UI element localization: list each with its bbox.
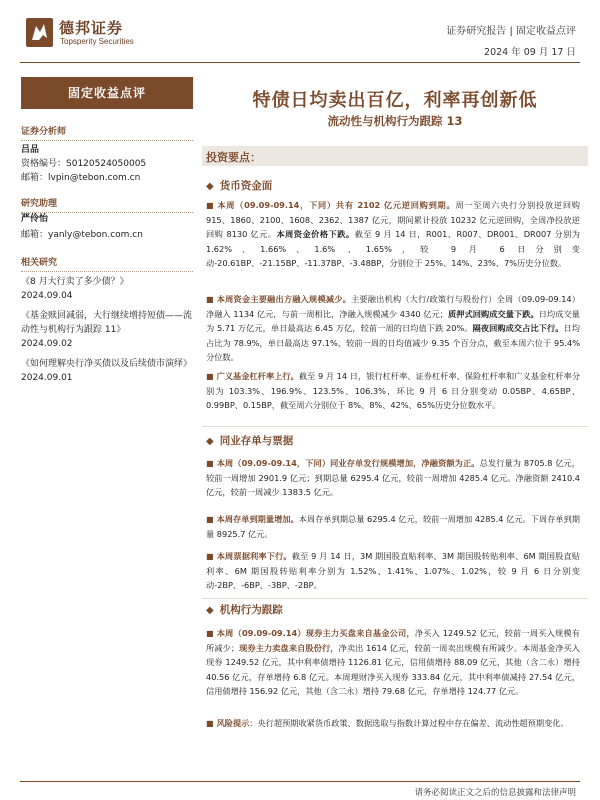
section-divider: [202, 426, 588, 427]
related-title: 《如何理解央行净买债以及后续债市演绎》: [21, 359, 193, 369]
report-date: 2024 年 09 月 17 日: [484, 47, 576, 58]
section-heading: ◆ 机构行为跟踪: [206, 604, 283, 616]
summary-label: 投资要点：: [206, 151, 261, 164]
paragraph: ■ 本周（09.09-09.14，下同）同业存单发行规模增加，净融资额为正。总发行量为 8705.8 亿元，较前一周增加 2901.9 亿元；到期总量 6295.4 亿元，较前一周增加 4285.4 亿元。净融资额 2410.4 亿元，较前一周减少 1383.5 亿元。: [206, 458, 580, 498]
logo-text-en: Topsperity Securities: [60, 37, 134, 46]
bullet-square-icon: ■: [206, 515, 214, 524]
page-title: 特债日均卖出百亿，利率再创新低: [252, 90, 538, 111]
bullet-diamond-icon: ◆: [206, 605, 214, 616]
related-title: 《8 月大行卖了多少债？》: [21, 277, 129, 287]
bullet-diamond-icon: ◆: [206, 181, 214, 192]
sidebar-banner: 固定收益点评: [21, 77, 193, 109]
paragraph: ■ 本周（09.09-09.14，下同）共有 2102 亿元逆回购到期。周一至周六央行分别投放逆回购 915、1860、2100、1608、2362、1387 亿元，期间累计投放 10232 亿元逆回购，全周净投放逆回购 8130 亿元。本周资金价格下跌。截至 9 月 14 日，R001、R007、DR001、DR007 分别为 1.62%、1.66%、1.6% 、1.65%，较 9 月 6 日分别变动-20.61BP、-21.15BP、-11.37BP、-3.48BP，分别位于 25%、14%、23%、7%历史分位数。: [206, 200, 580, 268]
bullet-square-icon: ■: [206, 629, 214, 638]
related-item[interactable]: [21, 357, 193, 385]
assistant-email[interactable]: 邮箱：yanly@tebon.com.cn: [21, 230, 143, 240]
assistant-heading: 研究助理: [21, 196, 193, 213]
page-subtitle: 流动性与机构行为跟踪 13: [327, 114, 463, 128]
analyst-email[interactable]: 邮箱：lvpin@tebon.com.cn: [21, 173, 141, 183]
section-heading: ◆ 货币资金面: [206, 180, 273, 192]
analyst-heading: 证券分析师: [21, 124, 193, 141]
company-logo-icon: [26, 18, 53, 47]
analyst-cert: 资格编号：S0120524050005: [21, 159, 147, 169]
related-date: 2024.09.02: [21, 339, 73, 349]
related-date: 2024.09.04: [21, 291, 73, 301]
bullet-square-icon: ■: [206, 372, 214, 381]
paragraph: ■ 本周资金主要融出方融入规模减少。主要融出机构（大行/政策行与股份行）全周（09.09-09.14）净融入 1134 亿元，与前一周相比，净融入规模减少 4340 亿元；质押式回购成交量下跌。日均成交量为 5.71 万亿元，单日最高达 6.45 万亿，较前一周的日均值下跌 20%。隔夜回购成交占比下行。日均占比为 78.9%，单日最高达 97.1%，较前一周的日均值减少 9.35 个百分点，截至本周六位于 95.4%分位数。: [206, 294, 580, 362]
paragraph: ■ 广义基金杠杆率上行。截至 9 月 14 日，银行杠杆率、证券杠杆率、保险杠杆率和广义基金杠杆率分别为 103.3%、196.9%、123.5%、106.3%，环比 9 月 6 日分别变动 0.05BP、4.65BP、0.99BP、0.15BP，截至周六分别位于 8%、8%、42%、65%历史分位数水平。: [206, 371, 581, 411]
bullet-square-icon: ■: [206, 719, 214, 728]
related-list: [21, 275, 193, 385]
analyst-name: 吕品: [21, 145, 40, 155]
footer-divider: [20, 781, 580, 782]
summary-bar: [202, 146, 588, 166]
related-item[interactable]: [21, 275, 193, 303]
bullet-square-icon: ■: [206, 552, 214, 561]
logo-text-cn: 德邦证券: [59, 19, 124, 37]
related-heading: 相关研究: [21, 255, 193, 272]
assistant-name: 严伶怡: [21, 214, 49, 224]
section-heading: ◆ 同业存单与票据: [206, 435, 294, 447]
paragraph: ■ 本周（09.09-09.14）现券主力买盘来自基金公司，净买入 1249.52 亿元，较前一周买入规模有所减少；现券主力卖盘来自股份行，净卖出 1614 亿元，较前一周卖出规模有所减少。本周基金净买入现券 1249.52 亿元，其中利率债增持 1126.81 亿元，信用债增持 88.09 亿元，其他（含二永）增持 40.56 亿元，存单增持 6.8 亿元。本周理财净买入现券 333.84 亿元，其中利率债减持 27.54 亿元，信用债增持 156.92 亿元，其他（含二永）增持 79.68 亿元，存单增持 124.77 亿元。: [206, 628, 580, 696]
bullet-square-icon: ■: [206, 295, 214, 304]
paragraph: ■ 本周票据利率下行。截至 9 月 14 日，3M 期国股直贴利率、3M 期国股转贴利率、6M 期国股直贴利率、6M 期国股转贴利率分别为 1.52%、1.41%、1.07%、1.02%，较 9 月 6 日分别变动-2BP、-6BP、-3BP、-2BP。: [206, 551, 580, 591]
header-divider: [20, 62, 580, 63]
report-type: 证券研究报告 | 固定收益点评: [446, 26, 576, 37]
related-date: 2024.09.01: [21, 373, 73, 383]
analyst-block: [21, 143, 193, 185]
bullet-square-icon: ■: [206, 201, 215, 210]
paragraph: ■ 本周存单到期量增加。本周存单到期总量 6295.4 亿元，较前一周增加 4285.4 亿元。下周存单到期量 8925.7 亿元。: [206, 514, 580, 540]
related-title: 《基金赎回减弱，大行继续增持短债——流动性与机构行为跟踪 11》: [21, 311, 193, 335]
section-divider: [202, 598, 588, 599]
bullet-square-icon: ■: [206, 459, 214, 468]
assistant-block: [21, 212, 193, 242]
footer-disclaimer: 请务必阅读正文之后的信息披露和法律声明: [414, 788, 576, 798]
related-item[interactable]: [21, 309, 193, 351]
bullet-diamond-icon: ◆: [206, 436, 214, 447]
paragraph: ■ 风险提示：央行超预期收紧货币政策、数据选取与指数计算过程中存在偏差、流动性超预期变化。: [206, 718, 569, 728]
